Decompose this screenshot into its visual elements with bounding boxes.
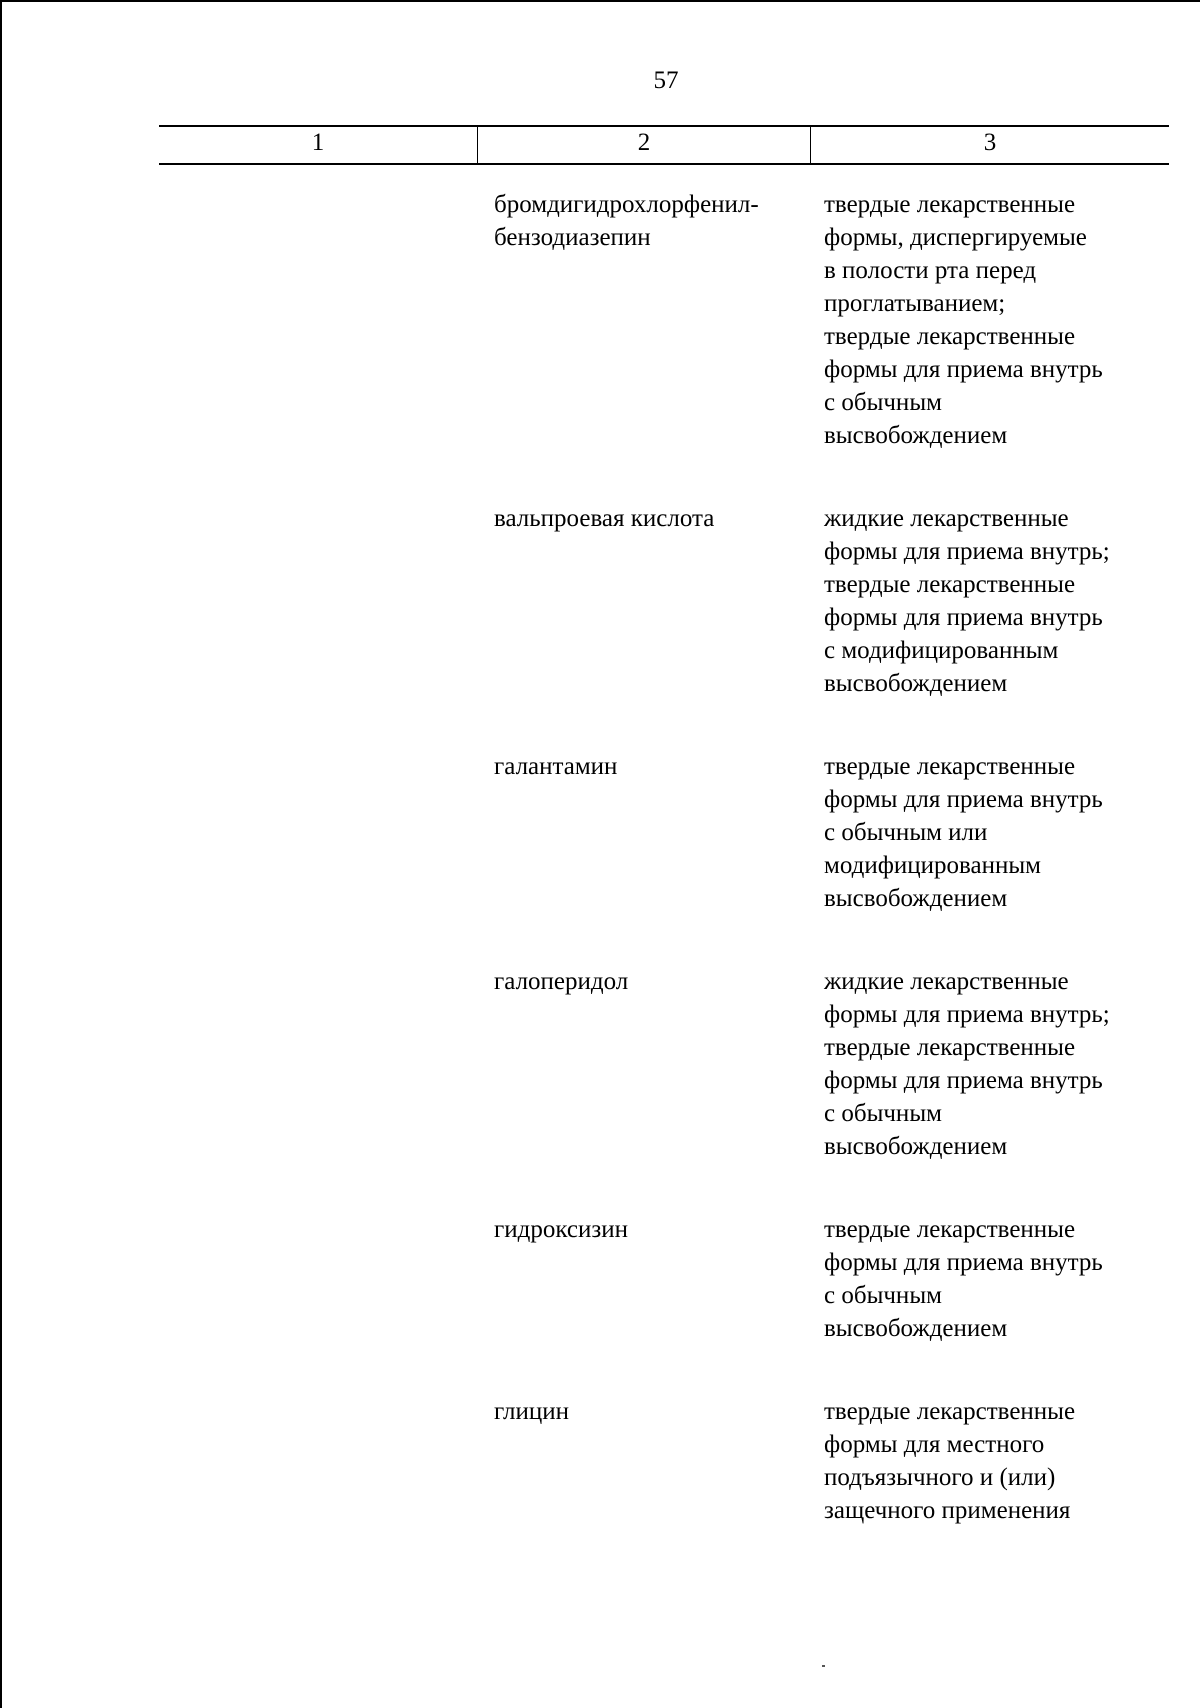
page-number: 57 — [653, 67, 679, 94]
header-col-2: 2 — [478, 127, 811, 163]
table-row — [0, 750, 1200, 915]
table-header — [159, 125, 1169, 165]
dosage-form: твердые лекарственные формы для приема внутрь с обычным высвобождением — [824, 1216, 1103, 1342]
header-col-3: 3 — [983, 129, 997, 156]
table-row — [0, 1213, 1200, 1345]
table-row — [0, 502, 1200, 700]
table-body — [0, 188, 1200, 1577]
dosage-form: твердые лекарственные формы, диспергируемые в полости рта перед проглатыванием; твердые лекарственные формы для приема внутрь с обычным высвобождением — [824, 191, 1103, 449]
table-row — [0, 1395, 1200, 1527]
scan-edge-top — [0, 0, 1200, 2]
drug-name: бромдигидрохлорфенил- бензодиазепин — [494, 191, 759, 251]
drug-name: глицин — [494, 1398, 569, 1425]
dosage-form: твердые лекарственные формы для приема внутрь с обычным или модифицированным высвобождением — [824, 753, 1103, 912]
drug-name: гидроксизин — [494, 1216, 628, 1243]
table-row — [0, 188, 1200, 452]
table-row — [0, 965, 1200, 1163]
dosage-form: жидкие лекарственные формы для приема внутрь; твердые лекарственные формы для приема внутрь с модифицированным высвобождением — [824, 505, 1110, 697]
drug-name: галоперидол — [494, 968, 629, 995]
drug-name: галантамин — [494, 753, 618, 780]
dosage-form: твердые лекарственные формы для местного подъязычного и (или) защечного применения — [824, 1398, 1076, 1524]
drug-name: вальпроевая кислота — [494, 505, 715, 532]
scan-speck — [822, 1665, 825, 1667]
header-col-1: 1 — [159, 127, 478, 163]
dosage-form: жидкие лекарственные формы для приема внутрь; твердые лекарственные формы для приема внутрь с обычным высвобождением — [824, 968, 1110, 1160]
